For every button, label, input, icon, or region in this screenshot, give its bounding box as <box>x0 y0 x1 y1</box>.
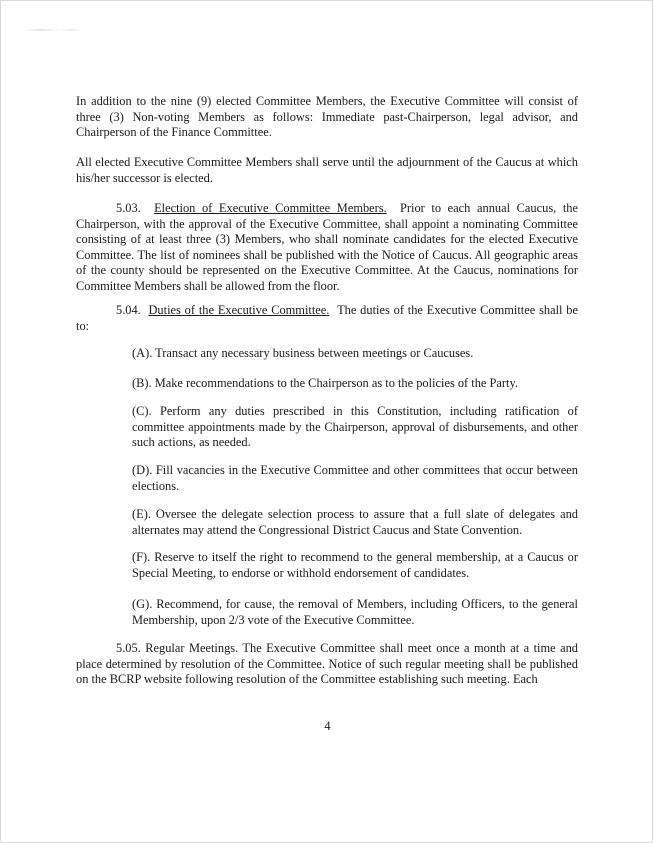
section-5-03-body: Prior to each annual Caucus, the Chairperson, with the approval of the Executive Committee, shall appoint a nominating Committee consisting of at least three (3) Members, who shall nominate candidates for the elected Executive Committee. The list of nominees shall be published with the Notice of Caucus. All geographic areas of the county should be represented on the Executive Committee. At the Caucus, nominations for Committee Members shall be allowed from the floor. <box>76 201 579 293</box>
paragraph-term-of-service: All elected Executive Committee Members shall serve until the adjournment of the Caucus at which his/her successor is elected. <box>76 155 578 185</box>
scan-artifact <box>23 29 83 31</box>
duty-item-g: (G). Recommend, for cause, the removal of Members, including Officers, to the general Membership, upon 2/3 vote of the Executive Committee. <box>132 597 578 627</box>
section-5-04-heading: Duties of the Executive Committee. <box>148 303 330 317</box>
section-5-05: 5.05. Regular Meetings. The Executive Committee shall meet once a month at a time and place determined by resolution of the Committee. Notice of such regular meeting shall be published on the BCRP website following resolution of the Committee establishing such meeting. Each <box>76 641 578 686</box>
section-5-04 <box>76 303 578 334</box>
duty-item-b: (B). Make recommendations to the Chairperson as to the policies of the Party. <box>132 376 518 390</box>
section-5-03-number: 5.03. <box>116 201 141 215</box>
section-5-03-heading: Election of Executive Committee Members. <box>154 201 387 215</box>
section-5-03 <box>76 201 578 294</box>
duty-item-f: (F). Reserve to itself the right to recommend to the general membership, at a Caucus or Special Meeting, to endorse or withhold endorsement of candidates. <box>132 550 578 580</box>
duty-item-a: (A). Transact any necessary business between meetings or Caucuses. <box>132 346 474 360</box>
section-5-04-body: The duties of the Executive Committee shall be to: <box>76 303 579 333</box>
section-5-04-number: 5.04. <box>116 303 141 317</box>
duty-item-c: (C). Perform any duties prescribed in this Constitution, including ratification of committee appointments made by the Chairperson, approval of disbursements, and other such actions, as needed. <box>132 404 578 449</box>
duty-item-d: (D). Fill vacancies in the Executive Committee and other committees that occur between elections. <box>132 463 578 493</box>
paragraph-executive-committee-composition: In addition to the nine (9) elected Committee Members, the Executive Committee will consist of three (3) Non-voting Members as follows: Immediate past-Chairperson, legal advisor, and Chairperson of the Finance Committee. <box>76 94 578 139</box>
page-number: 4 <box>324 719 331 733</box>
duty-item-e: (E). Oversee the delegate selection process to assure that a full slate of delegates and alternates may attend the Congressional District Caucus and State Convention. <box>132 507 578 537</box>
